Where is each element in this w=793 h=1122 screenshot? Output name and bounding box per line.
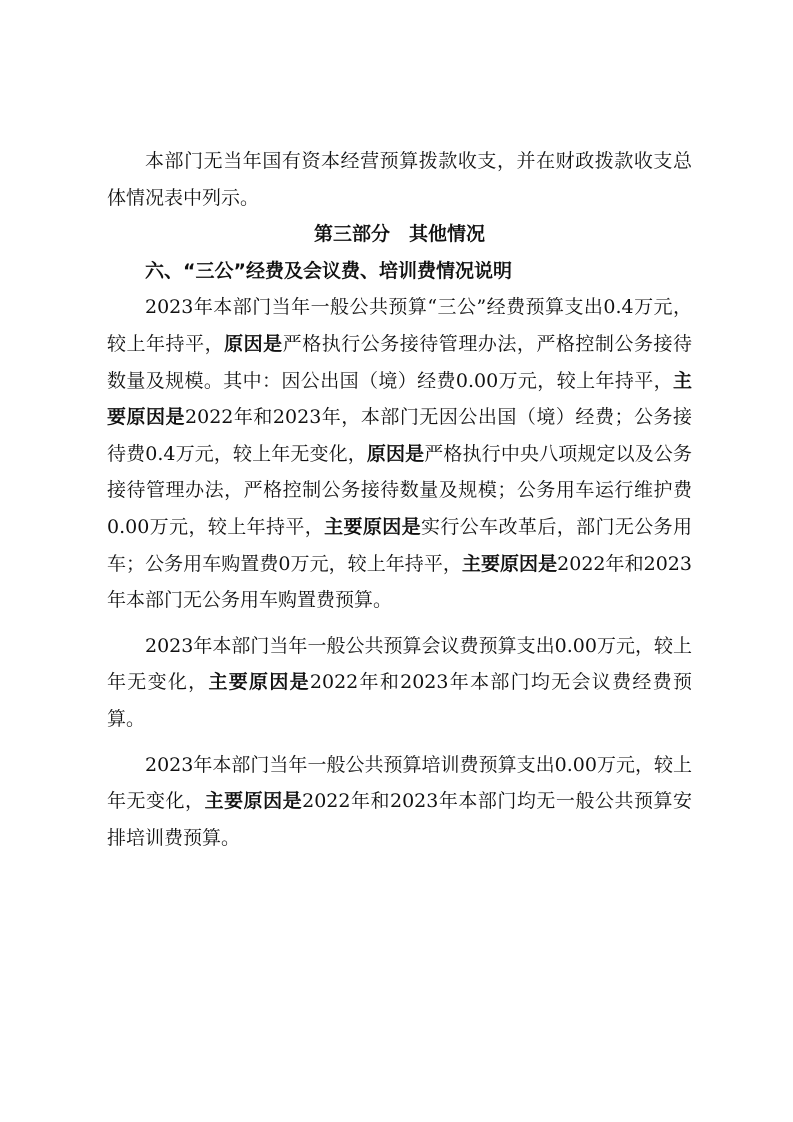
text-run: 2023年本部门当年一般公共预算“三公”经费预算支出0.4万元，较上年持平， <box>107 296 692 355</box>
paragraph-state-capital: 本部门无当年国有资本经营预算拨款收支，并在财政拨款收支总体情况表中列示。 <box>107 150 692 209</box>
paragraph-gap <box>107 738 692 747</box>
bold-main-reason-label: 主要原因是 <box>204 790 303 813</box>
paragraph-gap <box>107 619 692 628</box>
paragraph-three-public-expenses <box>107 289 692 618</box>
text-run: 严格执行公务接待管理办法，严格控制公务接待数量及规模。其中：因公出国（境）经费0.00万元，较上年持平， <box>107 332 692 392</box>
text-run: 2022年和2023年，本部门无因公出国（境）经费；公务接待费0.4万元，较上年无变化， <box>107 406 692 465</box>
bold-reason-label: 原因是 <box>224 332 283 355</box>
paragraph-training-expenses <box>107 747 692 857</box>
text-run: 2023年本部门当年一般公共预算会议费预算支出0.00万元，较上年无变化， <box>107 634 692 694</box>
paragraph-meeting-expenses <box>107 628 692 738</box>
text-run: 2022年和2023年本部门均无一般公共预算安排培训费预算。 <box>107 790 692 849</box>
text-run: 严格执行中央八项规定以及公务接待管理办法，严格控制公务接待数量及规模；公务用车运行维护费0.00万元，较上年持平， <box>107 442 692 538</box>
bold-reason-label: 原因是 <box>366 442 425 465</box>
bold-main-reason-label: 主要原因是 <box>107 369 692 429</box>
text-run: 2023年本部门当年一般公共预算培训费预算支出0.00万元，较上年无变化， <box>107 753 692 813</box>
bold-main-reason-label: 主要原因是 <box>208 671 310 694</box>
text-run: 实行公车改革后，部门无公务用车；公务用车购置费0万元，较上年持平， <box>107 515 692 575</box>
text-run: 2022年和2023年本部门无公务用车购置费预算。 <box>107 552 692 612</box>
part-three-title: 第三部分 其他情况 <box>313 223 485 246</box>
text-run: 2022年和2023年本部门均无会议费经费预算。 <box>107 671 692 730</box>
section-six-heading: 六、“三公”经费及会议费、培训费情况说明 <box>145 259 512 282</box>
bold-main-reason-label: 主要原因是 <box>324 515 422 538</box>
document-body <box>107 143 692 856</box>
bold-main-reason-label: 主要原因是 <box>461 552 558 575</box>
